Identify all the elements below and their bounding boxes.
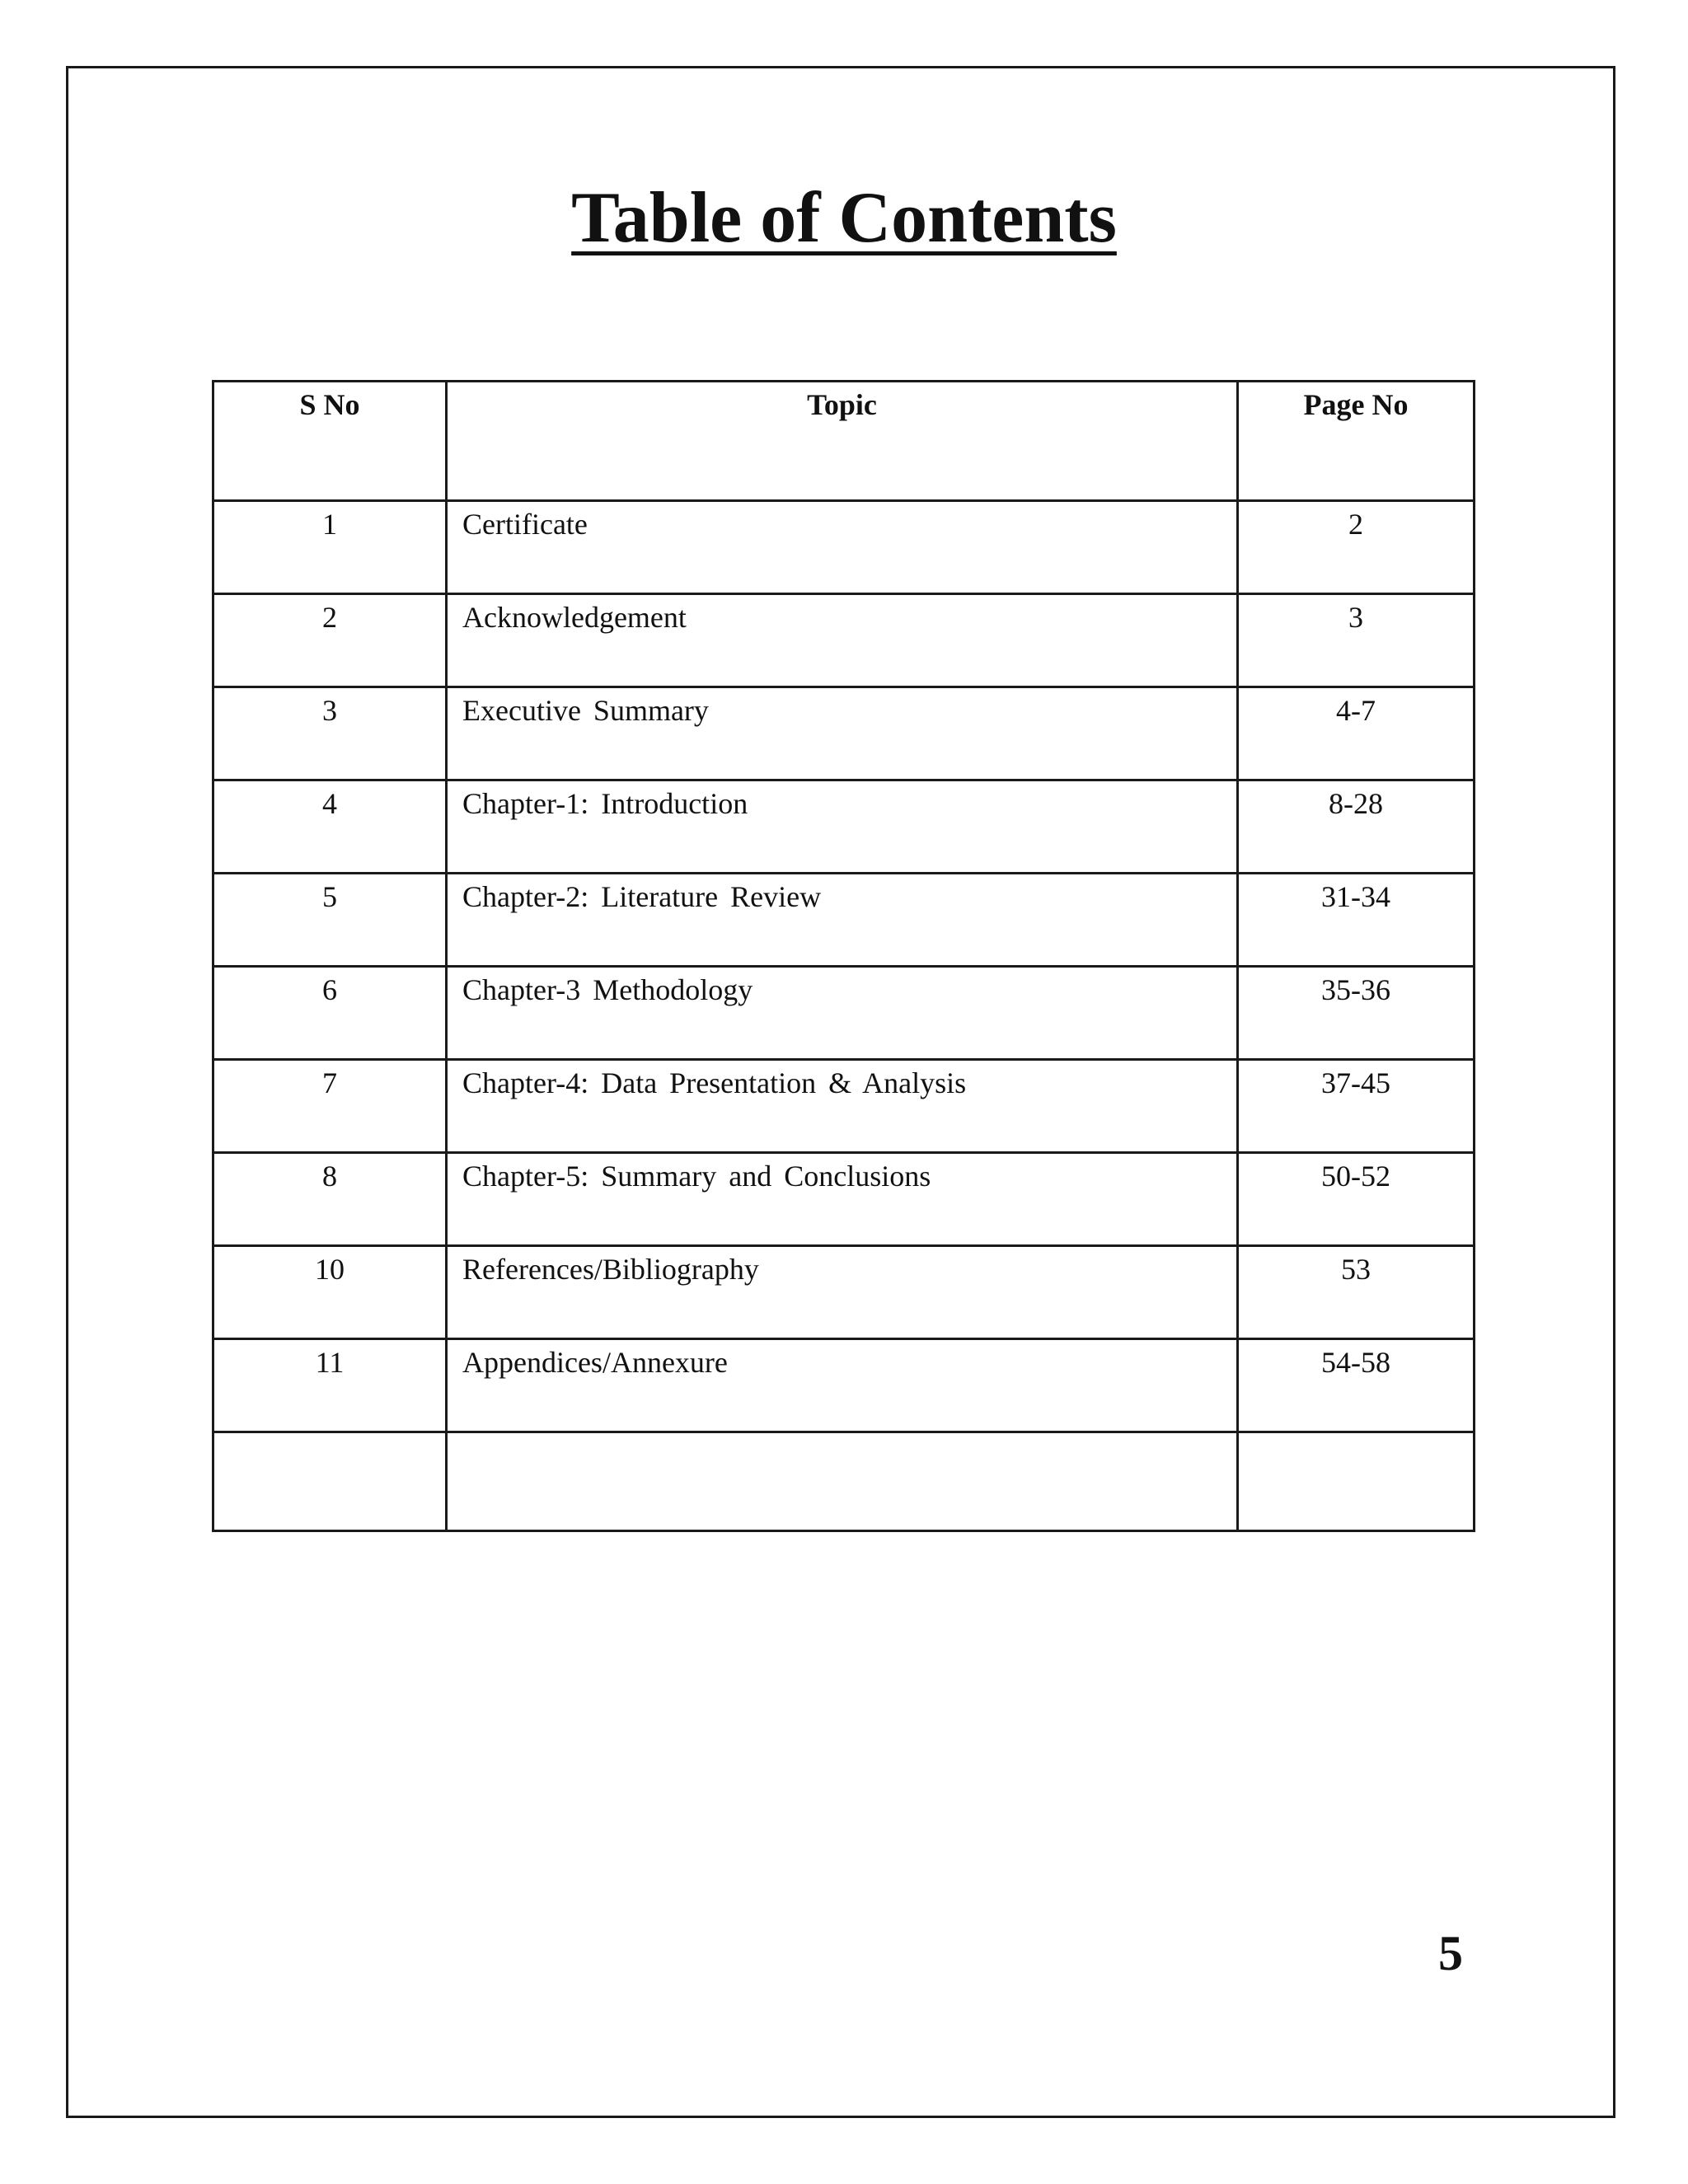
page-title bbox=[0, 173, 1688, 264]
row-topic: Acknowledgement bbox=[447, 594, 1238, 687]
empty-cell bbox=[213, 1432, 447, 1531]
header-page: Page No bbox=[1238, 382, 1475, 501]
row-sno: 7 bbox=[213, 1060, 447, 1153]
page-number: 5 bbox=[1438, 1926, 1463, 1980]
table-row bbox=[213, 687, 1475, 780]
row-page: 35-36 bbox=[1238, 967, 1475, 1060]
table-row bbox=[213, 874, 1475, 967]
row-page: 2 bbox=[1238, 501, 1475, 594]
row-page: 54-58 bbox=[1238, 1339, 1475, 1432]
row-sno: 6 bbox=[213, 967, 447, 1060]
row-page: 31-34 bbox=[1238, 874, 1475, 967]
row-page: 50-52 bbox=[1238, 1153, 1475, 1246]
toc-table bbox=[212, 380, 1475, 1532]
row-topic: Chapter-3 Methodology bbox=[447, 967, 1238, 1060]
table-row bbox=[213, 780, 1475, 874]
empty-cell bbox=[1238, 1432, 1475, 1531]
table-row bbox=[213, 501, 1475, 594]
row-topic: Certificate bbox=[447, 501, 1238, 594]
row-page: 4-7 bbox=[1238, 687, 1475, 780]
table-row bbox=[213, 1060, 1475, 1153]
page-title-text: Table of Contents bbox=[571, 178, 1117, 258]
header-sno: S No bbox=[213, 382, 447, 501]
table-row bbox=[213, 967, 1475, 1060]
row-topic: Chapter-2: Literature Review bbox=[447, 874, 1238, 967]
row-sno: 2 bbox=[213, 594, 447, 687]
table-row bbox=[213, 594, 1475, 687]
row-sno: 3 bbox=[213, 687, 447, 780]
row-sno: 8 bbox=[213, 1153, 447, 1246]
row-topic: References/Bibliography bbox=[447, 1246, 1238, 1339]
row-topic: Chapter-4: Data Presentation & Analysis bbox=[447, 1060, 1238, 1153]
table-row-empty bbox=[213, 1432, 1475, 1531]
empty-cell bbox=[447, 1432, 1238, 1531]
row-page: 37-45 bbox=[1238, 1060, 1475, 1153]
row-sno: 1 bbox=[213, 501, 447, 594]
table-row bbox=[213, 1246, 1475, 1339]
row-topic: Chapter-1: Introduction bbox=[447, 780, 1238, 874]
row-sno: 10 bbox=[213, 1246, 447, 1339]
row-page: 3 bbox=[1238, 594, 1475, 687]
row-sno: 5 bbox=[213, 874, 447, 967]
row-page: 8-28 bbox=[1238, 780, 1475, 874]
header-topic: Topic bbox=[447, 382, 1238, 501]
row-sno: 4 bbox=[213, 780, 447, 874]
row-topic: Executive Summary bbox=[447, 687, 1238, 780]
row-page: 53 bbox=[1238, 1246, 1475, 1339]
row-topic: Chapter-5: Summary and Conclusions bbox=[447, 1153, 1238, 1246]
row-sno: 11 bbox=[213, 1339, 447, 1432]
row-topic: Appendices/Annexure bbox=[447, 1339, 1238, 1432]
table-row bbox=[213, 1153, 1475, 1246]
table-row bbox=[213, 1339, 1475, 1432]
table-header-row bbox=[213, 382, 1475, 501]
